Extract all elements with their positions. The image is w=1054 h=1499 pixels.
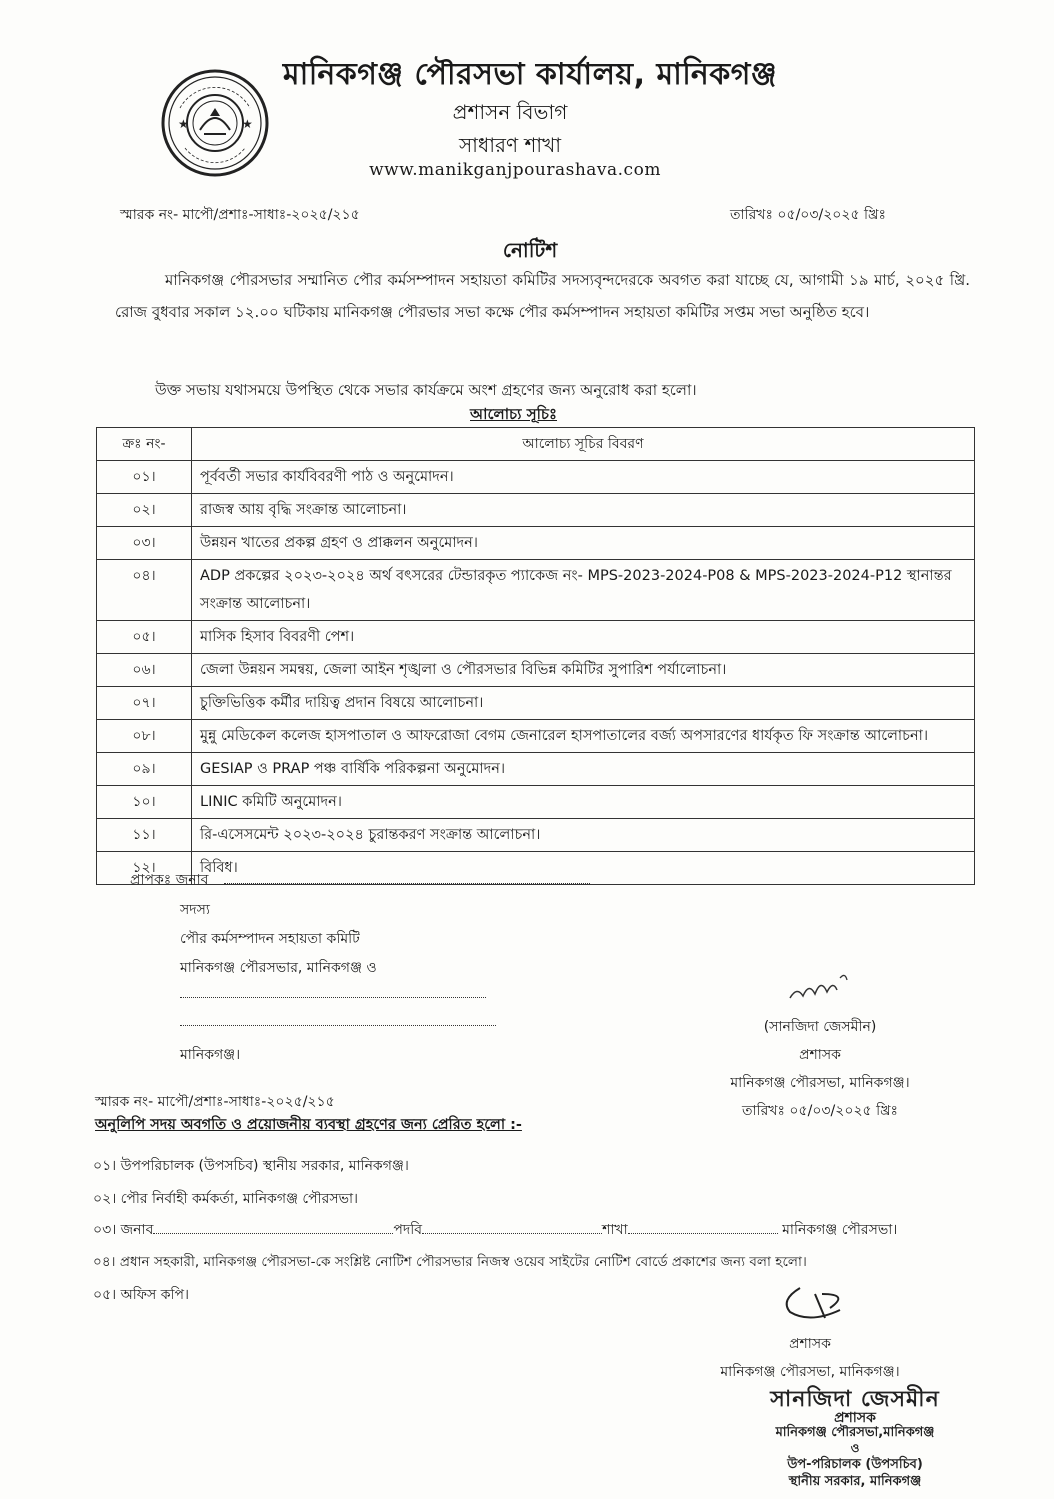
copy-item-3-name-label: ০৩। জনাব (93, 1222, 154, 1238)
signatory-date: তারিখঃ ০৫/০৩/২০২৫ খ্রিঃ (742, 1103, 898, 1119)
table-row (97, 654, 975, 687)
agenda-item-number: ০৪। (97, 560, 192, 621)
recipient-blank-line-2 (180, 1024, 496, 1026)
recipient-role: সদস্য (180, 902, 210, 918)
agenda-item-text: ADP প্রকল্পের ২০২৩-২০২৪ অর্থ বৎসরের টেন্ডারকৃত প্যাকেজ নং- MPS-2023-2024-P08 & MPS-2023-2024-P12 স্থানান্তর সংক্রান্ত আলোচনা। (192, 560, 975, 621)
agenda-item-text: মাসিক হিসাব বিবরণী পেশ। (192, 621, 975, 654)
copy-item-3-post-label: পদবি (393, 1222, 423, 1238)
agenda-item-text: LINIC কমিটি অনুমোদন। (192, 786, 975, 819)
memo-number: স্মারক নং- মাপৌ/প্রশাঃ-সাধাঃ-২০২৫/২১৫ (120, 207, 360, 223)
copy-item-4: ০৪। প্রধান সহকারী, মানিকগঞ্জ পৌরসভা-কে সংশ্লিষ্ট নোটিশ পৌরসভার নিজস্ব ওয়েব সাইটের নোটিশ বোর্ডে প্রকাশের জন্য বলা হলো। (93, 1254, 807, 1270)
table-row (97, 753, 975, 786)
agenda-item-number: ১১। (97, 819, 192, 852)
department-name: প্রশাসন বিভাগ (452, 100, 568, 124)
stamp-office: মানিকগঞ্জ পৌরসভা,মানিকগঞ্জ (775, 1425, 935, 1440)
copy-item-3-branch-blank (628, 1233, 778, 1234)
svg-text:★: ★ (242, 117, 253, 131)
table-row (97, 527, 975, 560)
signatory-block (700, 1013, 940, 1125)
copy-item-3-office: মানিকগঞ্জ পৌরসভা। (782, 1222, 898, 1238)
agenda-item-text: জেলা উন্নয়ন সমন্বয়, জেলা আইন শৃঙ্খলা ও পৌরসভার বিভিন্ন কমিটির সুপারিশ পর্যালোচনা। (192, 654, 975, 687)
agenda-item-number: ০২। (97, 494, 192, 527)
table-row (97, 494, 975, 527)
municipality-seal-icon (160, 68, 270, 178)
stamp-post: উপ-পরিচালক (উপসচিব) (787, 1457, 923, 1472)
table-row (97, 461, 975, 494)
agenda-item-number: ০৯। (97, 753, 192, 786)
agenda-item-number: ১২। (97, 852, 192, 885)
copy-item-2: ০২। পৌর নির্বাহী কর্মকর্তা, মানিকগঞ্জ পৌরসভা। (93, 1191, 359, 1207)
copy-item-3 (93, 1218, 953, 1242)
website-url: www.manikganjpourashava.com (369, 160, 661, 180)
copy-memo-number: স্মারক নং- মাপৌ/প্রশাঃ-সাধাঃ-২০২৫/২১৫ (95, 1094, 335, 1110)
agenda-heading: আলোচ্য সূচিঃ (470, 405, 558, 423)
agenda-header-row (97, 428, 975, 461)
stamp-and: ও (850, 1441, 860, 1455)
copy-item-3-branch-label: শাখা (602, 1222, 628, 1238)
agenda-item-text: রাজস্ব আয় বৃদ্ধি সংক্রান্ত আলোচনা। (192, 494, 975, 527)
recipient-committee: পৌর কর্মসম্পাদন সহায়তা কমিটি (180, 931, 360, 947)
table-row (97, 786, 975, 819)
memo-date: তারিখঃ ০৫/০৩/২০২৫ খ্রিঃ (730, 207, 886, 223)
copy-item-1: ০১। উপপরিচালক (উপসচিব) স্থানীয় সরকার, মানিকগঞ্জ। (93, 1158, 409, 1174)
copy-item-3-name-blank (153, 1233, 393, 1234)
office-title: মানিকগঞ্জ পৌরসভা কার্যালয়, মানিকগঞ্জ (282, 57, 778, 92)
notice-paragraph-2: উক্ত সভায় যথাসময়ে উপস্থিত থেকে সভার কার্যক্রমে অংশ গ্রহণের জন্য অনুরোধ করা হলো। (155, 381, 697, 399)
signature-1-icon (785, 968, 855, 1008)
agenda-item-number: ০১। (97, 461, 192, 494)
table-row (97, 720, 975, 753)
agenda-item-text: চুক্তিভিত্তিক কর্মীর দায়িত্ব প্রদান বিষয়ে আলোচনা। (192, 687, 975, 720)
agenda-item-number: ০৬। (97, 654, 192, 687)
agenda-item-number: ০৭। (97, 687, 192, 720)
agenda-item-text: GESIAP ও PRAP পঞ্চ বার্ষিকি পরিকল্পনা অনুমোদন। (192, 753, 975, 786)
signatory-2-office: মানিকগঞ্জ পৌরসভা, মানিকগঞ্জ। (720, 1364, 900, 1380)
recipient-name-blank (224, 882, 590, 884)
table-row (97, 560, 975, 621)
signatory-2-title: প্রশাসক (789, 1336, 831, 1352)
recipient-label: প্রাপকঃ জনাব (130, 872, 209, 888)
signatory-2-block (690, 1330, 930, 1386)
copy-item-5: ০৫। অফিস কপি। (93, 1287, 190, 1303)
agenda-item-number: ০৩। (97, 527, 192, 560)
signature-2-icon (770, 1280, 860, 1330)
agenda-item-text: বিবিধ। (192, 852, 975, 885)
agenda-item-number: ০৮। (97, 720, 192, 753)
agenda-item-number: ০৫। (97, 621, 192, 654)
copy-heading: অনুলিপি সদয় অবগতি ও প্রয়োজনীয় ব্যবস্থা গ্রহণের জন্য প্রেরিত হলো :- (95, 1117, 522, 1133)
branch-name: সাধারণ শাখা (458, 133, 562, 157)
recipient-municipality: মানিকগঞ্জ পৌরসভার, মানিকগঞ্জ ও (180, 960, 377, 976)
recipient-blank-line-1 (180, 996, 486, 998)
agenda-item-text: উন্নয়ন খাতের প্রকল্প গ্রহণ ও প্রাক্কলন অনুমোদন। (192, 527, 975, 560)
signatory-office: মানিকগঞ্জ পৌরসভা, মানিকগঞ্জ। (730, 1075, 910, 1091)
copy-item-3-post-blank (422, 1233, 602, 1234)
stamp-dept: স্থানীয় সরকার, মানিকগঞ্জ (788, 1474, 922, 1489)
notice-title: নোটিশ (502, 238, 558, 262)
table-row (97, 687, 975, 720)
signatory-name: (সানজিদা জেসমীন) (763, 1019, 877, 1035)
svg-text:★: ★ (178, 117, 189, 131)
agenda-item-number: ১০। (97, 786, 192, 819)
stamp-title: প্রশাসক (834, 1410, 876, 1426)
table-row (97, 852, 975, 885)
agenda-col-number: ক্রঃ নং- (97, 428, 192, 461)
agenda-table (96, 427, 975, 885)
table-row (97, 819, 975, 852)
agenda-item-text: পূর্ববর্তী সভার কার্যবিবরণী পাঠ ও অনুমোদন। (192, 461, 975, 494)
table-row (97, 621, 975, 654)
agenda-col-description: আলোচ্য সূচির বিবরণ (192, 428, 975, 461)
notice-paragraph-1: মানিকগঞ্জ পৌরসভার সম্মানিত পৌর কর্মসম্পাদন সহায়তা কমিটির সদস্যবৃন্দদেরকে অবগত করা যাচ্ছে যে, আগামী ১৯ মার্চ, ২০২৫ খ্রি. রোজ বুধবার সকাল ১২.০০ ঘটিকায় মানিকগঞ্জ পৌরভার সভা কক্ষে পৌর কর্মসম্পাদন সহায়তা কমিটির সপ্তম সভা অনুষ্ঠিত হবে। (115, 271, 970, 321)
agenda-item-text: রি-এসেসমেন্ট ২০২৩-২০২৪ চুরান্তকরণ সংক্রান্ত আলোচনা। (192, 819, 975, 852)
signatory-title: প্রশাসক (799, 1047, 841, 1063)
agenda-item-text: মুন্নু মেডিকেল কলেজ হাসপাতাল ও আফরোজা বেগম জেনারেল হাসপাতালের বর্জ্য অপসারণের ধার্যকৃত ফি সংক্রান্ত আলোচনা। (192, 720, 975, 753)
stamp-name: সানজিদা জেসমীন (770, 1387, 940, 1412)
recipient-district: মানিকগঞ্জ। (180, 1047, 241, 1063)
